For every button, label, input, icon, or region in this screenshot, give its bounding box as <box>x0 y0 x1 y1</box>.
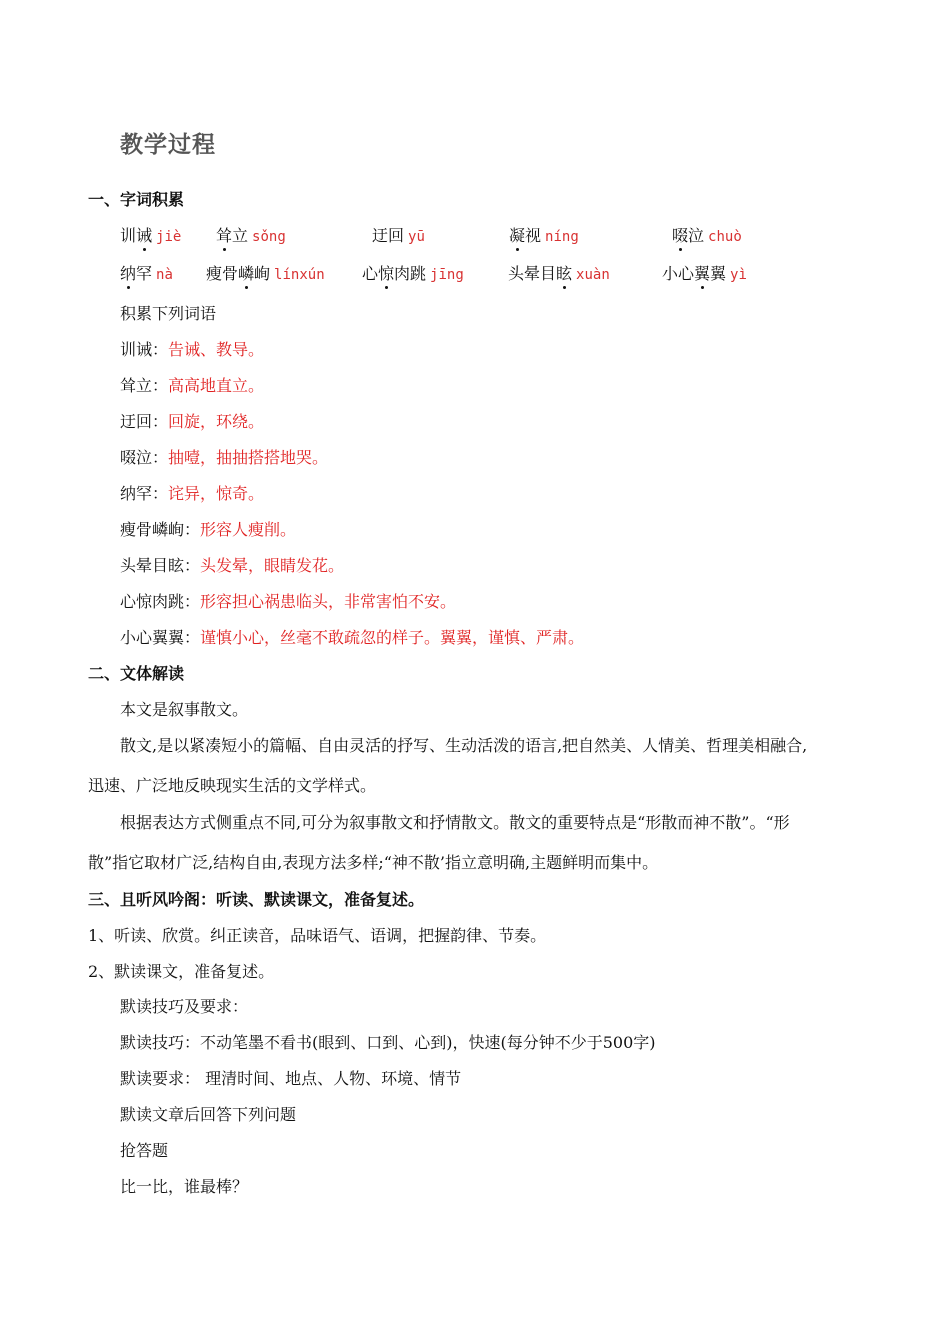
vocab-item: 小心翼翼 yì <box>662 264 747 283</box>
paragraph-continuation: 散”指它取材广泛,结构自由,表现方法多样;“神不散’指立意明确,主题鲜明而集中。 <box>88 853 659 872</box>
definition-item: 小心翼翼：谨慎小心，丝毫不敢疏忽的样子。翼翼，谨慎、严肃。 <box>120 628 585 647</box>
pinyin: jīng <box>430 267 464 283</box>
vocab-item: 心惊肉跳 jīng <box>362 264 464 283</box>
text-line: 抢答题 <box>120 1141 169 1160</box>
vocab-item: 迂回 yū <box>372 226 425 245</box>
vocab-intro: 积累下列词语 <box>120 304 217 323</box>
definition-item: 纳罕：诧异，惊奇。 <box>120 484 265 503</box>
definition-item: 训诫：告诫、教导。 <box>120 340 265 359</box>
text-line: 默读技巧：不动笔墨不看书(眼到、口到、心到)，快速(每分钟不少于500字) <box>120 1033 656 1052</box>
section1-heading: 一、字词积累 <box>88 190 185 209</box>
paragraph: 散文,是以紧凑短小的篇幅、自由灵活的抒写、生动活泼的语言,把自然美、人情美、哲理美相融合, <box>120 736 808 755</box>
section2-heading: 二、文体解读 <box>88 664 185 683</box>
pinyin: yì <box>730 267 747 283</box>
section3-heading: 三、且听风吟阁：听读、默读课文，准备复述。 <box>88 890 425 909</box>
page-title: 教学过程 <box>120 131 216 158</box>
pinyin: chuò <box>708 229 742 245</box>
list-item: 2、默读课文，准备复述。 <box>88 962 275 981</box>
pinyin: níng <box>545 229 579 245</box>
paragraph: 根据表达方式侧重点不同,可分为叙事散文和抒情散文。散文的重要特点是“形散而神不散”。“形 <box>120 813 790 832</box>
text-line: 默读要求： 理清时间、地点、人物、环境、情节 <box>120 1069 462 1088</box>
vocab-item: 训诫 jiè <box>120 226 182 245</box>
paragraph-continuation: 迅速、广泛地反映现实生活的文学样式。 <box>88 776 377 795</box>
pinyin: jiè <box>156 229 182 245</box>
definition-item: 头晕目眩：头发晕，眼睛发花。 <box>120 556 345 575</box>
vocab-item: 纳罕 nà <box>120 264 173 283</box>
definition-item: 瘦骨嶙峋：形容人瘦削。 <box>120 520 297 539</box>
definition-item: 心惊肉跳：形容担心祸患临头，非常害怕不安。 <box>120 592 457 611</box>
pinyin: xuàn <box>576 267 610 283</box>
text-line: 默读技巧及要求： <box>120 997 249 1016</box>
text-line: 比一比，谁最棒？ <box>120 1177 249 1196</box>
definition-item: 啜泣：抽噎，抽抽搭搭地哭。 <box>120 448 329 467</box>
definition-item: 耸立：高高地直立。 <box>120 376 265 395</box>
vocab-item: 头晕目眩 xuàn <box>508 264 610 283</box>
paragraph: 本文是叙事散文。 <box>120 700 249 719</box>
vocab-item: 瘦骨嶙峋 línxún <box>206 264 325 283</box>
pinyin: yū <box>408 229 425 245</box>
pinyin: sǒng <box>252 229 286 245</box>
vocab-item: 啜泣 chuò <box>672 226 742 245</box>
vocab-item: 耸立 sǒng <box>216 226 286 245</box>
list-item: 1、听读、欣赏。纠正读音，品味语气、语调，把握韵律、节奏。 <box>88 926 547 945</box>
pinyin: línxún <box>274 267 325 283</box>
text-line: 默读文章后回答下列问题 <box>120 1105 297 1124</box>
pinyin: nà <box>156 267 173 283</box>
vocab-item: 凝视 níng <box>509 226 579 245</box>
definition-item: 迂回：回旋，环绕。 <box>120 412 265 431</box>
